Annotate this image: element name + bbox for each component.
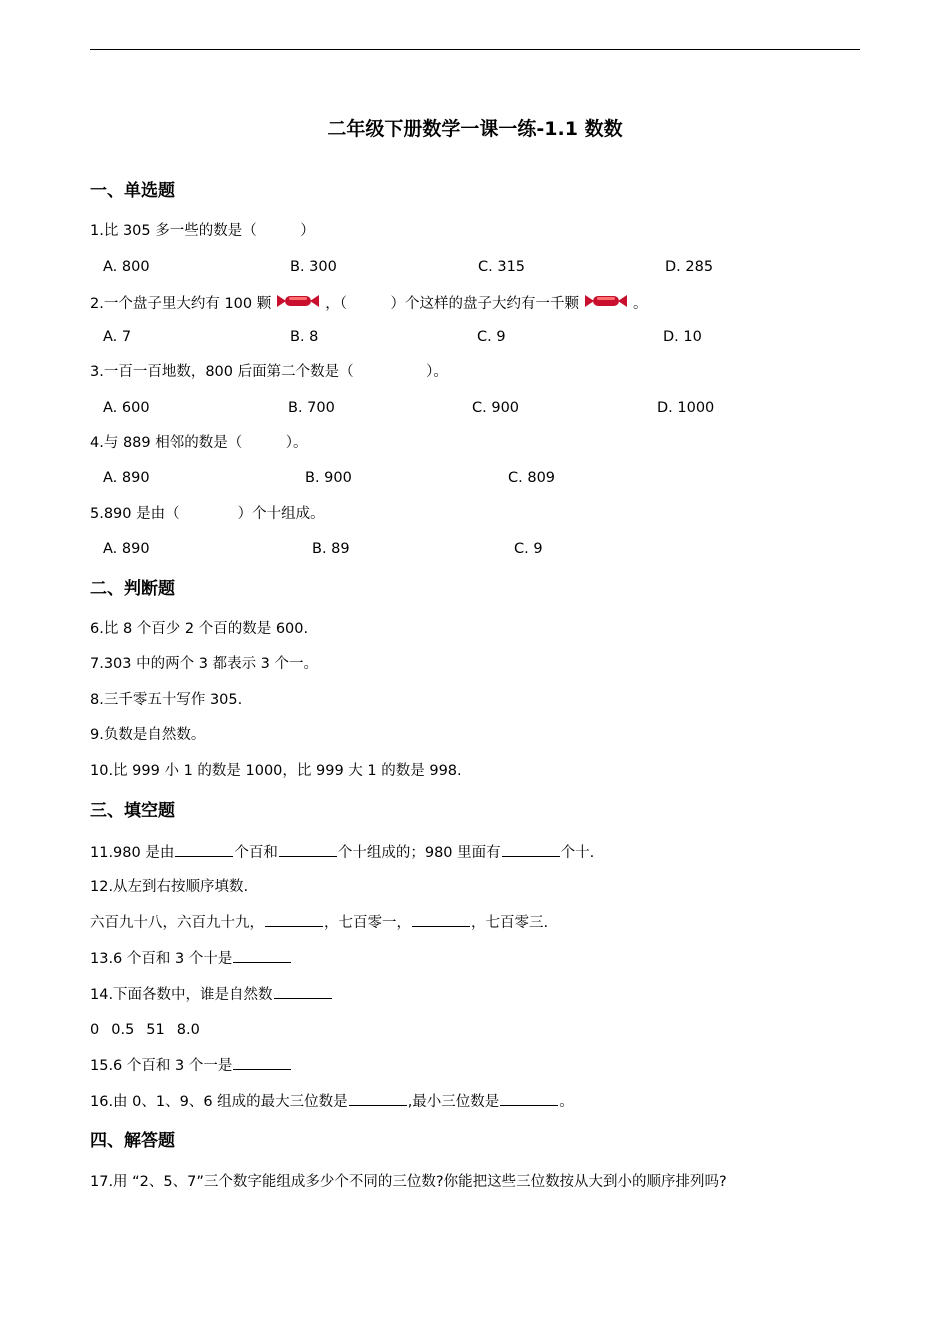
answer-blank[interactable] (349, 1091, 407, 1106)
question-15 (90, 1055, 292, 1076)
q3-option-c: C. 900 (472, 400, 520, 416)
q2-option-b: B. 8 (290, 329, 319, 345)
q2-text-end: 。 (632, 296, 648, 312)
q4-option-c: C. 809 (508, 470, 556, 486)
q1-option-b: B. 300 (290, 259, 337, 275)
q16-text: ,最小三位数是 (407, 1094, 500, 1110)
q16-text: 。 (559, 1094, 574, 1110)
question-9: 9.负数是自然数。 (90, 727, 206, 743)
question-5: 5.890 是由（ ）个十组成。 (90, 506, 325, 522)
q11-text: 11.980 是由 (90, 845, 175, 861)
page-title: 二年级下册数学一课一练-1.1 数数 (327, 118, 623, 140)
answer-blank[interactable] (265, 912, 323, 927)
q14-number-list (90, 1020, 212, 1040)
question-2 (90, 292, 647, 316)
q1-option-a: A. 800 (103, 259, 150, 275)
number-item: 8.0 (176, 1022, 200, 1038)
question-10: 10.比 999 小 1 的数是 1000，比 999 大 1 的数是 998. (90, 763, 462, 779)
question-12: 12.从左到右按顺序填数. (90, 879, 249, 895)
question-7: 7.303 中的两个 3 都表示 3 个一。 (90, 656, 319, 672)
question-1: 1.比 305 多一些的数是（ ） (90, 223, 315, 239)
header-rule (90, 49, 860, 50)
q12-text: ，七百零一， (324, 915, 411, 931)
number-item: 0.5 (111, 1022, 135, 1038)
question-11 (90, 842, 594, 863)
q3-option-d: D. 1000 (657, 400, 715, 416)
q13-text: 13.6 个百和 3 个十是 (90, 951, 233, 967)
q1-option-d: D. 285 (665, 259, 714, 275)
q3-option-b: B. 700 (288, 400, 335, 416)
question-4: 4.与 889 相邻的数是（ ）。 (90, 435, 308, 451)
q11-text: 个十. (560, 845, 595, 861)
q2-text-middle: ，（ ）个这样的盘子大约有一千颗 (325, 296, 579, 312)
q3-option-a: A. 600 (103, 400, 150, 416)
answer-blank[interactable] (175, 842, 233, 857)
q2-option-c: C. 9 (477, 329, 506, 345)
q4-option-a: A. 890 (103, 470, 150, 486)
question-8: 8.三千零五十写作 305. (90, 692, 243, 708)
candy-icon (277, 292, 319, 316)
q14-text: 14.下面各数中，谁是自然数 (90, 987, 273, 1003)
answer-blank[interactable] (412, 912, 470, 927)
q2-text-start: 2.一个盘子里大约有 100 颗 (90, 296, 272, 312)
candy-icon (585, 292, 627, 316)
q5-option-b: B. 89 (312, 541, 350, 557)
answer-blank[interactable] (233, 1055, 291, 1070)
q12-text: ，七百零三. (471, 915, 549, 931)
section-heading-single-choice: 一、单选题 (90, 181, 175, 201)
q5-option-c: C. 9 (514, 541, 543, 557)
q11-text: 个十组成的；980 里面有 (337, 845, 501, 861)
q15-text: 15.6 个百和 3 个一是 (90, 1058, 233, 1074)
question-16 (90, 1091, 574, 1112)
question-13 (90, 948, 292, 969)
answer-blank[interactable] (500, 1091, 558, 1106)
answer-blank[interactable] (502, 842, 560, 857)
q4-option-b: B. 900 (305, 470, 352, 486)
section-heading-fill-blank: 三、填空题 (90, 801, 175, 821)
question-3: 3.一百一百地数，800 后面第二个数是（ ）。 (90, 364, 448, 380)
question-17: 17.用 “2、5、7”三个数字能组成多少个不同的三位数?你能把这些三位数按从大到小的顺序排列吗? (90, 1174, 727, 1190)
q1-option-c: C. 315 (478, 259, 526, 275)
question-14 (90, 984, 333, 1005)
q2-option-d: D. 10 (663, 329, 702, 345)
q2-option-a: A. 7 (103, 329, 132, 345)
answer-blank[interactable] (233, 948, 291, 963)
number-item: 0 (90, 1022, 100, 1038)
section-heading-solve: 四、解答题 (90, 1131, 175, 1151)
q11-text: 个百和 (234, 845, 278, 861)
q12-text: 六百九十八，六百九十九， (90, 915, 264, 931)
q16-text: 16.由 0、1、9、6 组成的最大三位数是 (90, 1094, 348, 1110)
number-item: 51 (146, 1022, 165, 1038)
answer-blank[interactable] (279, 842, 337, 857)
question-6: 6.比 8 个百少 2 个百的数是 600. (90, 621, 309, 637)
q5-option-a: A. 890 (103, 541, 150, 557)
question-12-sequence (90, 912, 548, 933)
answer-blank[interactable] (274, 984, 332, 999)
section-heading-true-false: 二、判断题 (90, 579, 175, 599)
